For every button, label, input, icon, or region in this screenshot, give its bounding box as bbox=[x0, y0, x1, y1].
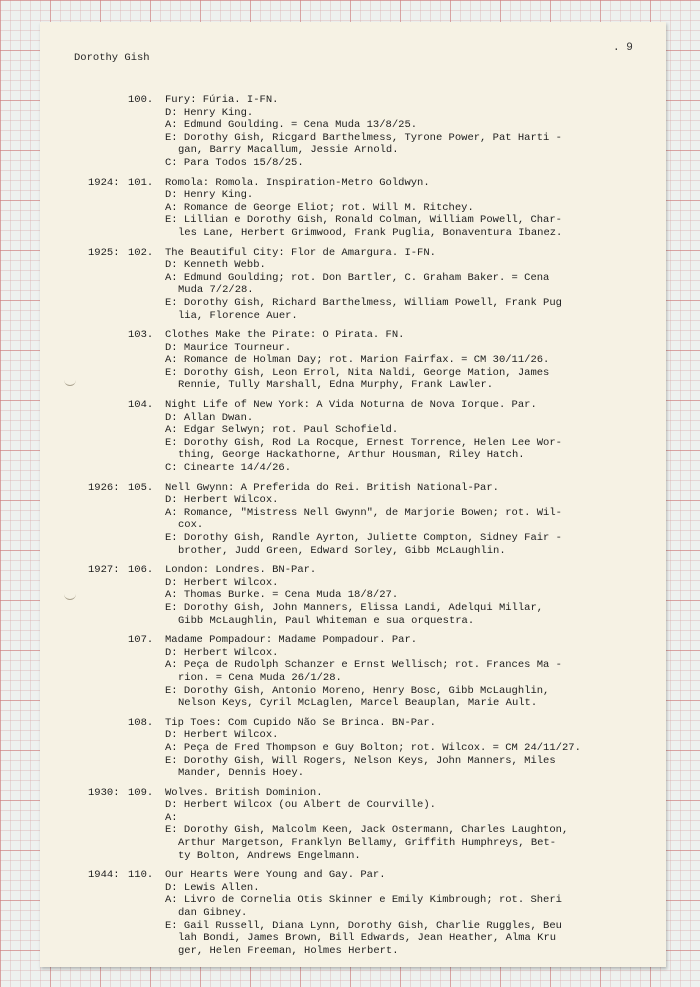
entry-credit-line: lah Bondi, James Brown, Bill Edwards, Jean Heather, Alma Kru bbox=[178, 932, 557, 945]
entry-number: 109. bbox=[128, 786, 154, 799]
entry-credit-line: A: Peça de Rudolph Schanzer e Ernst Wellisch; rot. Frances Ma - bbox=[165, 659, 562, 672]
filmography-list bbox=[40, 94, 666, 964]
entry-number: 105. bbox=[128, 481, 154, 494]
entry-credit-line: D: Kenneth Webb. bbox=[165, 259, 266, 272]
entry-credit-line: lia, Florence Auer. bbox=[178, 309, 298, 322]
entry-credit-line: D: Herbert Wilcox. bbox=[165, 646, 279, 659]
entry-credit-line: rion. = Cena Muda 26/1/28. bbox=[178, 671, 342, 684]
entry-credit-line: A: Edmund Goulding. = Cena Muda 13/8/25. bbox=[165, 119, 418, 132]
entry-title: Nell Gwynn: A Preferida do Rei. British National-Par. bbox=[165, 481, 499, 494]
entry-number: 100. bbox=[128, 94, 154, 106]
entry-number: 110. bbox=[128, 869, 154, 882]
entry-year: 1924: bbox=[88, 176, 120, 189]
entry-credit-line: ger, Helen Freeman, Holmes Herbert. bbox=[178, 944, 399, 957]
entry-year: 1944: bbox=[88, 869, 120, 882]
entry-credit-line: E: Dorothy Gish, John Manners, Elissa Landi, Adelqui Millar, bbox=[165, 601, 544, 614]
entry-credit-line: A: Edgar Selwyn; rot. Paul Schofield. bbox=[165, 424, 399, 437]
entry-year: 1926: bbox=[88, 481, 120, 494]
film-entry bbox=[40, 717, 666, 780]
entry-credit-line: E: Dorothy Gish, Ricgard Barthelmess, Tyrone Power, Pat Harti - bbox=[165, 131, 562, 144]
entry-credit-line: Gibb McLaughlin, Paul Whiteman e sua orquestra. bbox=[178, 614, 475, 627]
entry-credit-line: les Lane, Herbert Grimwood, Frank Puglia, Bonaventura Ibanez. bbox=[178, 226, 563, 239]
film-entry bbox=[40, 787, 666, 863]
entry-credit-line: D: Allan Dwan. bbox=[165, 411, 254, 424]
entry-credit-line: E: Gail Russell, Diana Lynn, Dorothy Gish, Charlie Ruggles, Beu bbox=[165, 919, 562, 932]
entry-title: Our Hearts Were Young and Gay. Par. bbox=[165, 869, 386, 882]
film-entry bbox=[40, 399, 666, 475]
entry-credit-line: Mander, Dennis Hoey. bbox=[178, 767, 305, 780]
entry-year: 1925: bbox=[88, 246, 120, 259]
entry-credit-line: cox. bbox=[178, 519, 204, 532]
entry-credit-line: D: Herbert Wilcox. bbox=[165, 494, 279, 507]
entry-credit-line: D: Henry King. bbox=[165, 106, 254, 119]
entry-number: 107. bbox=[128, 634, 154, 647]
entry-title: Romola: Romola. Inspiration-Metro Goldwyn. bbox=[165, 176, 430, 189]
entry-credit-line: E: Dorothy Gish, Richard Barthelmess, William Powell, Frank Pug bbox=[165, 296, 562, 309]
entry-credit-line: A: Thomas Burke. = Cena Muda 18/8/27. bbox=[165, 589, 399, 602]
entry-credit-line: C: Cinearte 14/4/26. bbox=[165, 462, 292, 475]
entry-title: Night Life of New York: A Vida Noturna de Nova Iorque. Par. bbox=[165, 399, 537, 412]
entry-credit-line: gan, Barry Macallum, Jessie Arnold. bbox=[178, 144, 399, 157]
entry-title: Clothes Make the Pirate: O Pirata. FN. bbox=[165, 329, 405, 342]
entry-title: Wolves. British Dominion. bbox=[165, 786, 323, 799]
entry-credit-line: C: Para Todos 15/8/25. bbox=[165, 156, 304, 169]
entry-number: 103. bbox=[128, 329, 154, 342]
entry-credit-line: E: Dorothy Gish, Malcolm Keen, Jack Ostermann, Charles Laughton, bbox=[165, 824, 569, 837]
entry-credit-line: D: Henry King. bbox=[165, 189, 254, 202]
entry-credit-line: D: Herbert Wilcox. bbox=[165, 576, 279, 589]
entry-credit-line: E: Dorothy Gish, Leon Errol, Nita Naldi, George Mation, James bbox=[165, 366, 550, 379]
entry-credit-line: A: Romance de Holman Day; rot. Marion Fairfax. = CM 30/11/26. bbox=[165, 354, 550, 367]
entry-number: 108. bbox=[128, 716, 154, 729]
film-entry bbox=[40, 564, 666, 627]
entry-title: Madame Pompadour: Madame Pompadour. Par. bbox=[165, 634, 418, 647]
entry-credit-line: A: Peça de Fred Thompson e Guy Bolton; rot. Wilcox. = CM 24/11/27. bbox=[165, 741, 581, 754]
entry-credit-line: A: bbox=[165, 811, 178, 824]
entry-title: Fury: Fúria. I-FN. bbox=[165, 94, 279, 106]
film-entry bbox=[40, 634, 666, 710]
entry-credit-line: A: Romance de George Eliot; rot. Will M. Ritchey. bbox=[165, 201, 474, 214]
document-page bbox=[40, 22, 666, 967]
entry-credit-line: D: Maurice Tourneur. bbox=[165, 341, 292, 354]
entry-credit-line: Muda 7/2/28. bbox=[178, 284, 254, 297]
entry-credit-line: A: Livro de Cornelia Otis Skinner e Emily Kimbrough; rot. Sheri bbox=[165, 894, 562, 907]
entry-credit-line: E: Dorothy Gish, Randle Ayrton, Juliette Compton, Sidney Fair - bbox=[165, 532, 562, 544]
entry-credit-line: thing, George Hackathorne, Arthur Housman, Riley Hatch. bbox=[178, 449, 525, 462]
entry-credit-line: A: Edmund Goulding; rot. Don Bartler, C. Graham Baker. = Cena bbox=[165, 271, 550, 284]
film-entry bbox=[40, 94, 666, 170]
entry-number: 102. bbox=[128, 246, 154, 259]
entry-title: London: Londres. BN-Par. bbox=[165, 564, 317, 577]
entry-credit-line: A: Romance, "Mistress Nell Gwynn", de Marjorie Bowen; rot. Wil- bbox=[165, 506, 562, 519]
film-entry bbox=[40, 329, 666, 392]
entry-credit-line: dan Gibney. bbox=[178, 907, 248, 920]
entry-credit-line: D: Herbert Wilcox. bbox=[165, 729, 279, 742]
entry-number: 101. bbox=[128, 176, 154, 189]
film-entry bbox=[40, 869, 666, 957]
entry-number: 106. bbox=[128, 564, 154, 577]
film-entry bbox=[40, 482, 666, 558]
entry-credit-line: E: Dorothy Gish, Will Rogers, Nelson Keys, John Manners, Miles bbox=[165, 754, 556, 767]
entry-credit-line: D: Herbert Wilcox (ou Albert de Courville). bbox=[165, 799, 436, 812]
entry-year: 1930: bbox=[88, 786, 120, 799]
entry-credit-line: Nelson Keys, Cyril McLaglen, Marcel Beauplan, Marie Ault. bbox=[178, 697, 538, 710]
entry-credit-line: E: Dorothy Gish, Rod La Rocque, Ernest Torrence, Helen Lee Wor- bbox=[165, 436, 562, 449]
film-entry bbox=[40, 247, 666, 323]
entry-credit-line: Arthur Margetson, Franklyn Bellamy, Griffith Humphreys, Bet- bbox=[178, 837, 557, 850]
entry-title: The Beautiful City: Flor de Amargura. I-FN. bbox=[165, 246, 436, 259]
entry-credit-line: E: Dorothy Gish, Antonio Moreno, Henry Bosc, Gibb McLaughlin, bbox=[165, 684, 550, 697]
entry-credit-line: ty Bolton, Andrews Engelmann. bbox=[178, 849, 361, 862]
page-header-name: Dorothy Gish bbox=[74, 52, 150, 64]
entry-credit-line: brother, Judd Green, Edward Sorley, Gibb McLaughlin. bbox=[178, 544, 506, 557]
film-entry bbox=[40, 177, 666, 240]
entry-number: 104. bbox=[128, 399, 154, 412]
entry-title: Tip Toes: Com Cupido Não Se Brinca. BN-Par. bbox=[165, 716, 436, 729]
entry-credit-line: E: Lillian e Dorothy Gish, Ronald Colman, William Powell, Char- bbox=[165, 214, 562, 227]
page-number: . 9 bbox=[613, 42, 633, 54]
entry-credit-line: D: Lewis Allen. bbox=[165, 881, 260, 894]
entry-credit-line: Rennie, Tully Marshall, Edna Murphy, Frank Lawler. bbox=[178, 379, 494, 392]
entry-year: 1927: bbox=[88, 564, 120, 577]
